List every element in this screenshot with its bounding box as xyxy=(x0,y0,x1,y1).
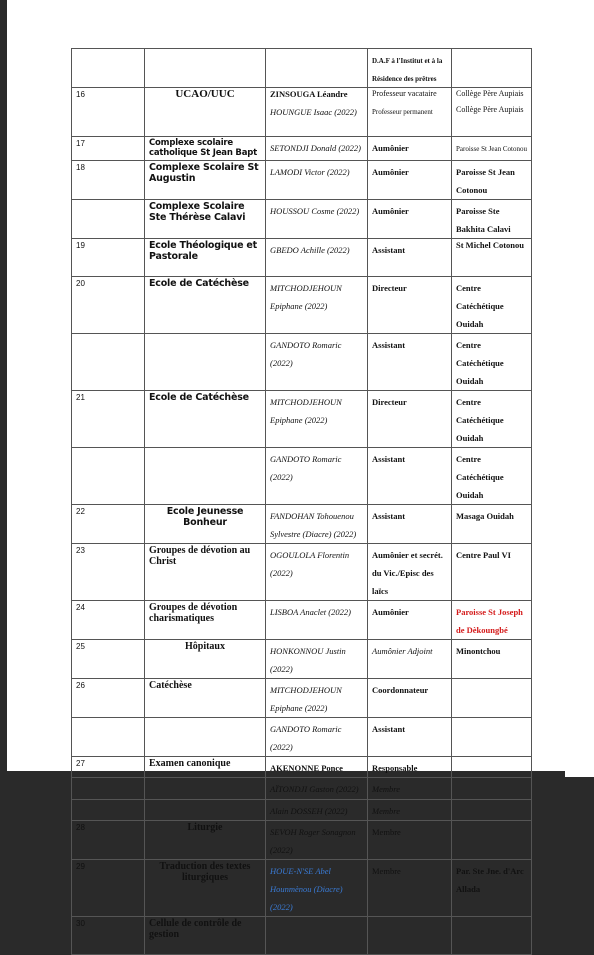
role: Membre xyxy=(372,827,401,837)
structure-name: Traduction des textes liturgiques xyxy=(159,861,251,883)
table-row xyxy=(72,49,532,88)
role: Membre xyxy=(372,866,401,876)
row-number: 25 xyxy=(72,640,145,679)
structure-name: Liturgie xyxy=(187,822,223,833)
role: Membre xyxy=(372,806,401,816)
place: Centre Paul VI xyxy=(456,550,511,560)
person-name: AÏTONDJI Gaston (2022) xyxy=(270,784,359,794)
row-number: 18 xyxy=(72,161,145,200)
role: Aumônier Adjoint xyxy=(372,646,433,656)
page-margin xyxy=(565,0,594,777)
person-name: LISBOA Anaclet (2022) xyxy=(270,607,351,617)
assignments-table xyxy=(71,48,532,955)
role: Aumônier xyxy=(372,167,409,177)
place: Paroisse St Jean Cotonou xyxy=(456,145,527,153)
table-row xyxy=(72,718,532,757)
header-daf: D.A.F à l'Institut et à la Résidence des prêtres xyxy=(372,57,443,83)
person-name: HONKONNOU Justin (2022) xyxy=(270,646,346,674)
row-number: 29 xyxy=(72,860,145,917)
person-name: GANDOTO Romaric (2022) xyxy=(270,454,342,482)
structure-name: UCAO/UUC xyxy=(175,88,235,100)
row-number xyxy=(72,334,145,391)
role: Assistant xyxy=(372,511,406,521)
role: Aumônier xyxy=(372,607,409,617)
row-number: 17 xyxy=(72,137,145,161)
person-name: MITCHODJEHOUN Epiphane (2022) xyxy=(270,283,342,311)
role: Directeur xyxy=(372,283,407,293)
row-number: 22 xyxy=(72,505,145,544)
role: Aumônier xyxy=(372,143,409,153)
table-row xyxy=(72,757,532,778)
row-number: 27 xyxy=(72,757,145,778)
table-row xyxy=(72,505,532,544)
role: Professeur permanent xyxy=(372,108,433,116)
person-name: GANDOTO Romaric (2022) xyxy=(270,340,342,368)
table-row xyxy=(72,860,532,917)
table-row xyxy=(72,448,532,505)
role: Membre xyxy=(372,784,401,794)
structure-name: Examen canonique xyxy=(149,758,231,769)
row-number: 20 xyxy=(72,277,145,334)
place: Paroisse Ste Bakhita Calavi xyxy=(456,206,511,234)
row-number: 16 xyxy=(72,88,145,137)
table-row xyxy=(72,800,532,821)
table-row xyxy=(72,239,532,277)
structure-name: Ecole de Catéchèse xyxy=(149,278,249,289)
place: Collège Père Aupiais xyxy=(456,105,524,114)
structure-name: Groupes de dévotion au Christ xyxy=(149,545,251,567)
place: Centre Catéchétique Ouidah xyxy=(456,340,504,386)
table-row xyxy=(72,601,532,640)
person-name: GANDOTO Romaric (2022) xyxy=(270,724,342,752)
table-row xyxy=(72,334,532,391)
place: Par. Ste Jne. d'Arc Allada xyxy=(456,866,524,894)
role: Professeur vacataire xyxy=(372,89,437,98)
place: Centre Catéchétique Ouidah xyxy=(456,397,504,443)
person-name: OGOULOLA Florentin (2022) xyxy=(270,550,350,578)
role: Coordonnateur xyxy=(372,685,429,695)
row-number xyxy=(72,448,145,505)
table-row xyxy=(72,161,532,200)
place: Minontchou xyxy=(456,646,501,656)
structure-name: Complexe Scolaire Ste Thérèse Calavi xyxy=(149,201,246,223)
role: Assistant xyxy=(372,724,406,734)
table-row xyxy=(72,679,532,718)
table-row xyxy=(72,544,532,601)
row-number: 24 xyxy=(72,601,145,640)
row-number: 28 xyxy=(72,821,145,860)
role: Aumônier et secrét. du Vic./Episc des laïcs xyxy=(372,550,443,596)
role: Assistant xyxy=(372,245,406,255)
table-row xyxy=(72,778,532,800)
row-number xyxy=(72,778,145,800)
role: Assistant xyxy=(372,454,406,464)
structure-name: Complexe Scolaire St Augustin xyxy=(149,162,259,184)
structure-name: Complexe scolaire catholique St Jean Bapt xyxy=(149,138,257,158)
place: Centre Catéchétique Ouidah xyxy=(456,283,504,329)
table-row xyxy=(72,277,532,334)
table-row xyxy=(72,88,532,137)
person-name: ZINSOUGA Léandre xyxy=(270,89,348,99)
role: Aumônier xyxy=(372,206,409,216)
row-number: 30 xyxy=(72,917,145,955)
person-name: Alain DOSSEH (2022) xyxy=(270,806,348,816)
row-number xyxy=(72,200,145,239)
structure-name: Catéchèse xyxy=(149,680,192,691)
person-name: FANDOHAN Tohouenou Sylvestre (Diacre) (2022) xyxy=(270,511,357,539)
row-number xyxy=(72,718,145,757)
person-name: AKENONNE Ponce xyxy=(270,763,343,773)
role: Directeur xyxy=(372,397,407,407)
place: Collège Père Aupiais xyxy=(456,89,524,98)
person-name: HOUSSOU Cosme (2022) xyxy=(270,206,360,216)
table-row xyxy=(72,821,532,860)
structure-name: Ecole de Catéchèse xyxy=(149,392,249,403)
table-row xyxy=(72,200,532,239)
role: Assistant xyxy=(372,340,406,350)
table-row xyxy=(72,391,532,448)
row-number: 26 xyxy=(72,679,145,718)
person-name: HOUE-N'SE Abel Hounmènou (Diacre) (2022) xyxy=(270,866,343,912)
person-name: MITCHODJEHOUN Epiphane (2022) xyxy=(270,397,342,425)
place: St Michel Cotonou xyxy=(456,240,524,250)
table-row xyxy=(72,137,532,161)
row-number: 23 xyxy=(72,544,145,601)
person-name: GBEDO Achille (2022) xyxy=(270,245,350,255)
table-row xyxy=(72,917,532,955)
row-number: 21 xyxy=(72,391,145,448)
row-number: 19 xyxy=(72,239,145,277)
structure-name: Ecole Théologique et Pastorale xyxy=(149,240,258,262)
person-name: LAMODI Victor (2022) xyxy=(270,167,350,177)
structure-name: Ecole Jeunesse Bonheur xyxy=(166,506,244,528)
person-name: SEVOH Roger Sonagnon (2022) xyxy=(270,827,356,855)
structure-name: Cellule de contrôle de gestion xyxy=(149,918,242,940)
place: Paroisse St Joseph de Dèkoungbé xyxy=(456,607,523,635)
structure-name: Hôpitaux xyxy=(184,641,225,652)
place: Paroisse St Jean Cotonou xyxy=(456,167,515,195)
structure-name: Groupes de dévotion charismatiques xyxy=(149,602,238,624)
person-name: MITCHODJEHOUN Epiphane (2022) xyxy=(270,685,342,713)
place: Masaga Ouidah xyxy=(456,511,514,521)
person-name: HOUNGUE Isaac (2022) xyxy=(270,107,357,117)
table-row xyxy=(72,640,532,679)
role: Responsable xyxy=(372,763,418,773)
row-number xyxy=(72,800,145,821)
document-page xyxy=(7,0,565,940)
place: Centre Catéchétique Ouidah xyxy=(456,454,504,500)
person-name: SETONDJI Donald (2022) xyxy=(270,143,361,153)
